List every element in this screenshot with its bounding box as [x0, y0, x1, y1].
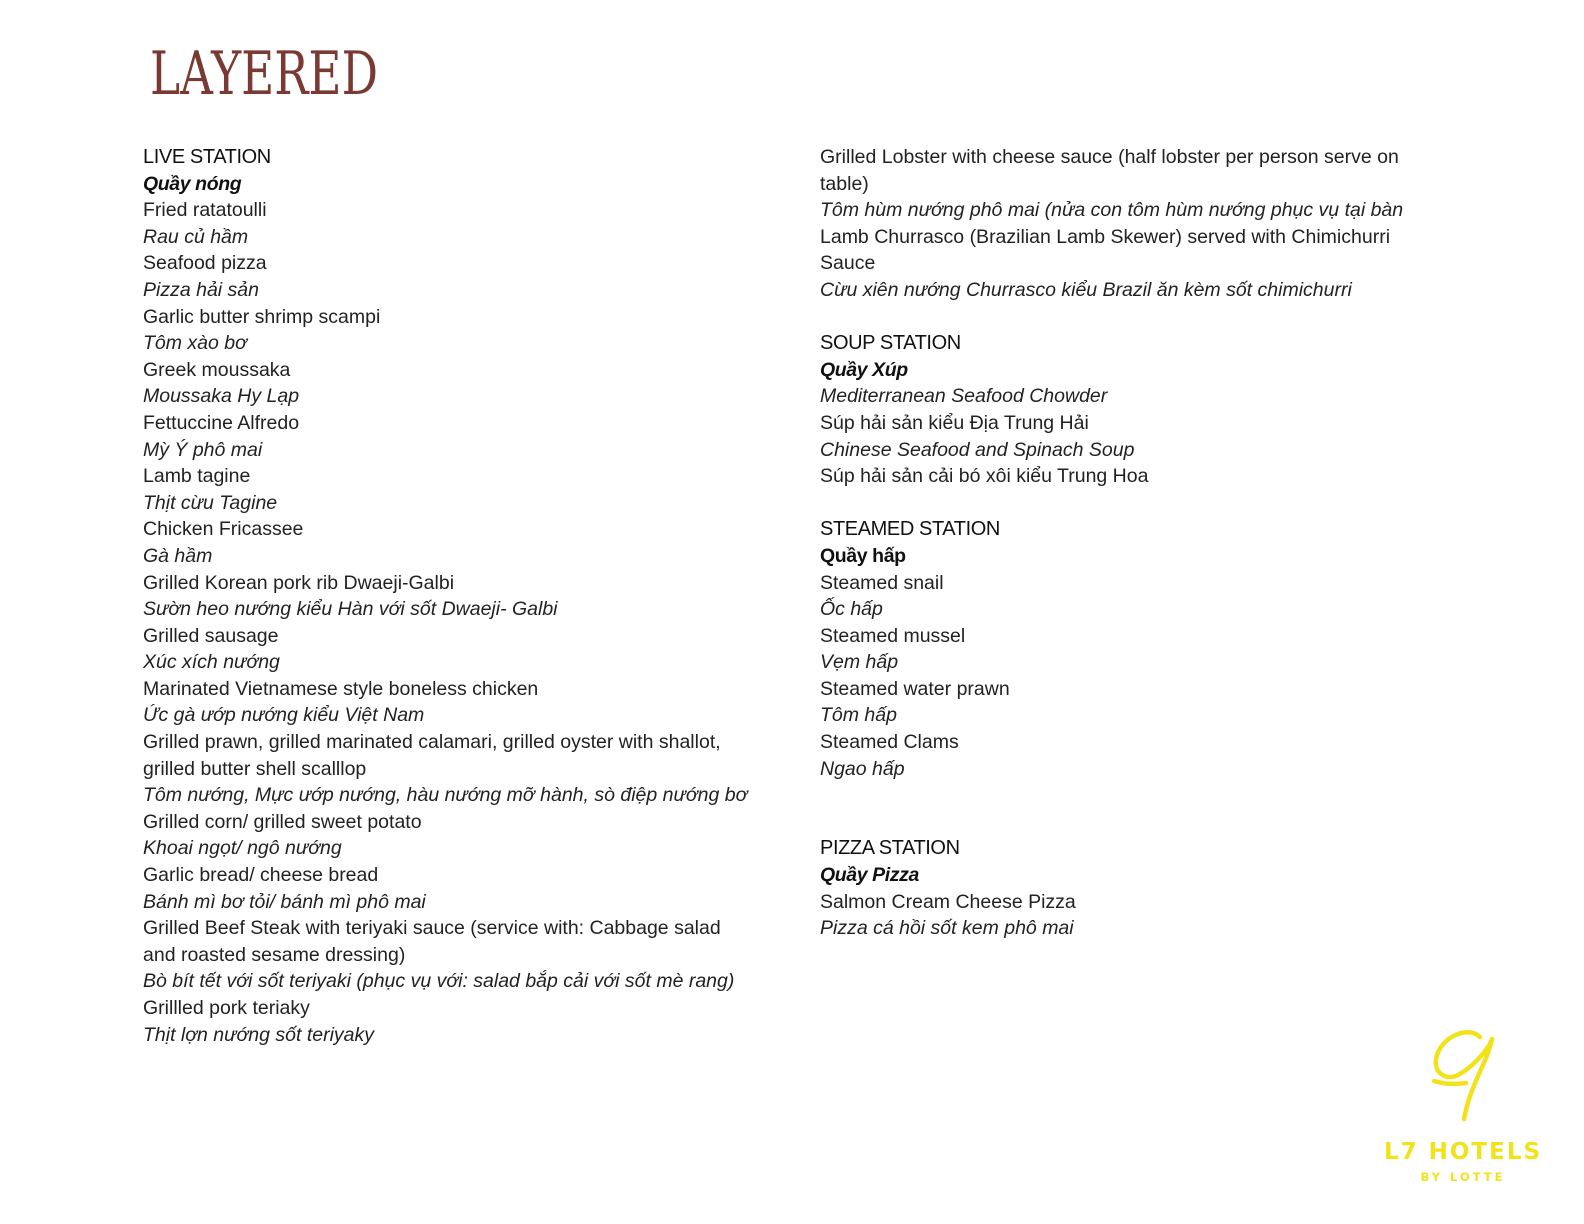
menu-item-translation: Pizza hải sản — [143, 278, 259, 301]
menu-item-translation: Xúc xích nướng — [143, 651, 280, 674]
menu-item: Seafood pizza — [143, 252, 267, 275]
menu-item: Sauce — [820, 252, 876, 275]
station-title: SOUP STATION — [820, 332, 961, 355]
menu-item: Grillled pork teriaky — [143, 997, 310, 1019]
menu-item: Marinated Vietnamese style boneless chicken — [143, 677, 539, 700]
menu-item-translation: Sườn heo nướng kiểu Hàn với sốt Dwaeji- Galbi — [143, 598, 558, 621]
menu-item: Lamb tagine — [143, 465, 251, 488]
menu-item-translation: Bánh mì bơ tỏi/ bánh mì phô mai — [143, 890, 426, 913]
layered-logo-text: LAYERED — [150, 39, 378, 109]
menu-item: Garlic butter shrimp scampi — [143, 305, 381, 328]
menu-item-translation: Gà hầm — [143, 544, 213, 567]
menu-item: and roasted sesame dressing) — [143, 943, 406, 966]
station-title: LIVE STATION — [143, 146, 271, 168]
section-spacer — [820, 304, 1420, 331]
station-title: STEAMED STATION — [820, 518, 1000, 541]
station-subtitle: Quầy Pizza — [820, 864, 919, 887]
menu-item-translation: Khoai ngọt/ ngô nướng — [143, 837, 342, 860]
menu-item-translation: Ốc hấp — [820, 598, 883, 621]
menu-item: Steamed mussel — [820, 624, 966, 647]
station-subtitle: Quầy nóng — [143, 172, 242, 195]
menu-item: Grilled corn/ grilled sweet potato — [143, 810, 422, 833]
menu-item: Greek moussaka — [143, 358, 291, 381]
menu-item-translation: Chinese Seafood and Spinach Soup — [820, 438, 1135, 461]
l7-by-lotte-text: BY LOTTE — [1420, 1170, 1506, 1184]
menu-item: Grilled sausage — [143, 624, 279, 647]
menu-item-translation: Thịt lợn nướng sốt teriyaky — [143, 1023, 375, 1046]
l7-script-icon — [1434, 1032, 1492, 1119]
menu-item-translation: Pizza cá hồi sốt kem phô mai — [820, 917, 1074, 940]
menu-item: Steamed Clams — [820, 731, 959, 754]
section-spacer — [820, 490, 1420, 517]
menu-item-translation: Bò bít tết với sốt teriyaki (phục vụ với: salad bắp cải với sốt mè rang) — [143, 970, 735, 993]
menu-item: Steamed snail — [820, 571, 944, 594]
menu-item: Fettuccine Alfredo — [143, 411, 300, 434]
menu-item-translation: Tôm hấp — [820, 704, 897, 727]
station-title: PIZZA STATION — [820, 837, 960, 860]
menu-item: Grilled Lobster with cheese sauce (half lobster per person serve on — [820, 146, 1399, 168]
layered-logo — [150, 38, 390, 109]
l7-hotels-text: L7 HOTELS — [1383, 1139, 1543, 1165]
menu-item-translation: Ngao hấp — [820, 757, 905, 780]
menu-item: Súp hải sản kiểu Địa Trung Hải — [820, 411, 1089, 434]
menu-item: Grilled Korean pork rib Dwaeji-Galbi — [143, 571, 455, 594]
menu-column-right — [820, 144, 1420, 942]
menu-item: Lamb Churrasco (Brazilian Lamb Skewer) served with Chimichurri — [820, 225, 1391, 248]
menu-item: grilled butter shell scalllop — [143, 757, 367, 780]
menu-item-translation: Tôm nướng, Mực ướp nướng, hàu nướng mỡ hành, sò điệp nướng bơ — [143, 784, 748, 807]
menu-item-translation: Tôm hùm nướng phô mai (nửa con tôm hùm nướng phục vụ tại bàn — [820, 199, 1404, 222]
menu-item-translation: Thịt cừu Tagine — [143, 491, 278, 514]
station-subtitle: Quầy Xúp — [820, 358, 908, 381]
menu-item-translation: Ức gà ướp nướng kiểu Việt Nam — [143, 704, 425, 727]
station-subtitle: Quầy hấp — [820, 544, 906, 567]
section-spacer — [820, 782, 1420, 835]
menu-item-translation: Tôm xào bơ — [143, 332, 247, 355]
menu-item: Grilled Beef Steak with teriyaki sauce (service with: Cabbage salad — [143, 917, 721, 940]
menu-item: table) — [820, 172, 869, 195]
menu-item: Salmon Cream Cheese Pizza — [820, 890, 1076, 913]
menu-item: Súp hải sản cải bó xôi kiểu Trung Hoa — [820, 465, 1149, 488]
menu-item-translation: Moussaka Hy Lạp — [143, 385, 300, 408]
menu-column-left — [143, 144, 763, 1048]
menu-item: Grilled prawn, grilled marinated calamari, grilled oyster with shallot, — [143, 731, 721, 754]
l7-hotels-logo — [1383, 1025, 1543, 1190]
menu-item: Chicken Fricassee — [143, 518, 304, 541]
menu-item-translation: Vẹm hấp — [820, 651, 899, 674]
menu-item-translation: Mediterranean Seafood Chowder — [820, 385, 1108, 408]
menu-item-translation: Rau củ hầm — [143, 225, 249, 248]
menu-item: Fried ratatoulli — [143, 199, 267, 222]
menu-item-translation: Mỳ Ý phô mai — [143, 438, 263, 461]
menu-item: Steamed water prawn — [820, 677, 1010, 700]
menu-item: Garlic bread/ cheese bread — [143, 864, 379, 887]
menu-item-translation: Cừu xiên nướng Churrasco kiểu Brazil ăn kèm sốt chimichurri — [820, 278, 1352, 301]
